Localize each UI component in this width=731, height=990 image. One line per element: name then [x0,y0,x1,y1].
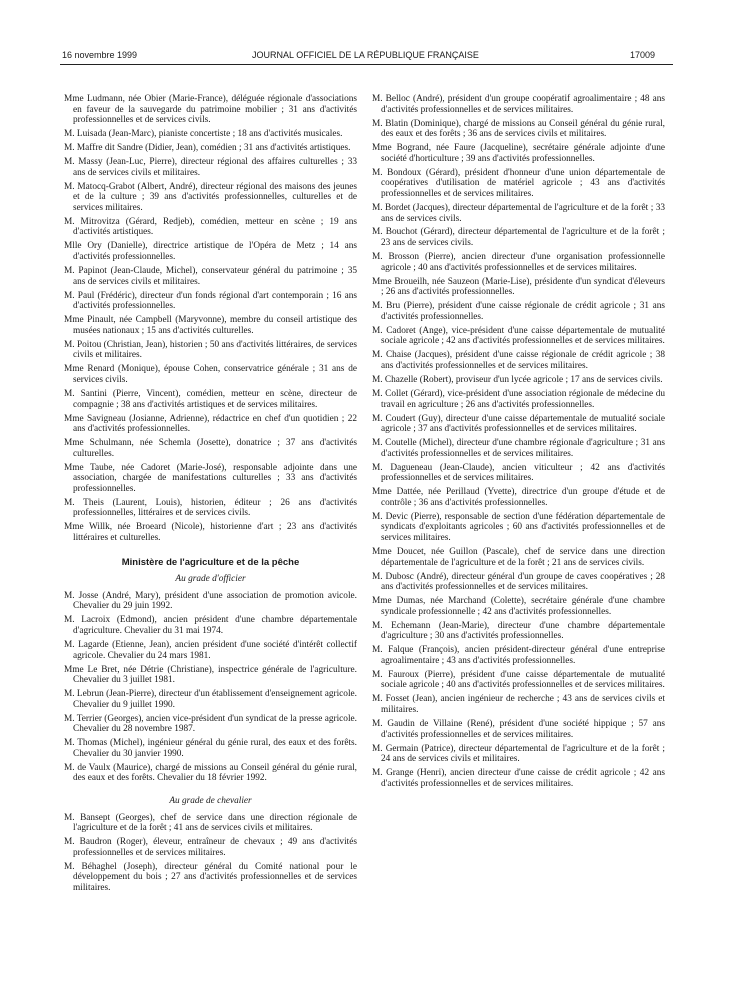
list-item: M. Santini (Pierre, Vincent), comédien, metteur en scène, directeur de compagnie ; 38 ans d'activités artistiques et de services militaires. [64,388,357,410]
list-item: M. Falque (François), ancien président-directeur général d'une entreprise agroalimentaire ; 43 ans d'activités professionnelles. [372,645,665,666]
list-item: Mme Willk, née Broeard (Nicole), historienne d'art ; 23 ans d'activités littéraires et culturelles. [64,522,357,544]
header-date: 16 novembre 1999 [62,50,138,60]
officier-entries [64,591,357,784]
list-item: M. Lebrun (Jean-Pierre), directeur d'un établissement d'enseignement agricole. Chevalier du 9 juillet 1990. [64,689,357,710]
list-item: M. Papinot (Jean-Claude, Michel), conservateur général du patrimoine ; 35 ans de services civils et militaires. [64,266,357,287]
list-item: Mme Savigneau (Josianne, Adrienne), rédactrice en chef d'un quotidien ; 22 ans d'activités professionnelles. [64,413,357,435]
list-item: M. Theis (Laurent, Louis), historien, éditeur ; 26 ans d'activités professionnelles, littéraires et de services civils. [64,497,357,519]
list-item: Mme Schulmann, née Schemla (Josette), donatrice ; 37 ans d'activités culturelles. [64,438,357,459]
list-item: M. Belloc (André), président d'un groupe coopératif agroalimentaire ; 48 ans d'activités professionnelles et de services militaires. [372,94,665,115]
list-item: M. Terrier (Georges), ancien vice-président d'un syndicat de la presse agricole. Chevalier du 28 novembre 1987. [64,713,357,735]
list-item: M. Fosset (Jean), ancien ingénieur de recherche ; 43 ans de services civils et militaires. [372,694,665,716]
list-item: M. Echemann (Jean-Marie), directeur d'une chambre départementale d'agriculture ; 30 ans d'activités professionnelles. [372,620,665,642]
list-item: Mme Doucet, née Guillon (Pascale), chef de service dans une direction départementale de l'agriculture et de la forêt ; 21 ans de services civils. [372,547,665,568]
list-item: M. Fauroux (Pierre), président d'une caisse départementale de mutualité sociale agricole ; 40 ans d'activités professionnelles et de services militaires. [372,669,665,691]
list-item: M. Brosson (Pierre), ancien directeur d'une organisation professionnelle agricole ; 40 ans d'activités professionnelles et de services militaires. [372,252,665,273]
list-item: M. Mitrovitza (Gérard, Redjeb), comédien, metteur en scène ; 19 ans d'activités artistiques. [64,216,357,238]
list-item: Mme Broueilh, née Sauzeon (Marie-Lise), présidente d'un syndicat d'éleveurs ; 26 ans d'activités professionnelles. [372,276,665,298]
list-item: M. Béhaghel (Joseph), directeur général du Comité national pour le développement du bois ; 27 ans d'activités professionnelles et de services militaires. [64,861,357,893]
list-item: M. Massy (Jean-Luc, Pierre), directeur régional des affaires culturelles ; 33 ans de services civils et militaires. [64,157,357,178]
left-column [64,94,357,897]
list-item: Mme Pinault, née Campbell (Maryvonne), membre du conseil artistique des musées nationaux ; 15 ans d'activités culturelles. [64,315,357,336]
list-item: M. Bouchot (Gérard), directeur départemental de l'agriculture et de la forêt ; 23 ans de services civils. [372,227,665,249]
list-item: M. Matocq-Grabot (Albert, André), directeur régional des maisons des jeunes et de la culture ; 39 ans d'activités professionnelles, culturelles et de services militaires. [64,181,357,213]
list-item: Mme Taube, née Cadoret (Marie-José), responsable adjointe dans une association, chargée de manifestations culturelles ; 33 ans d'activités professionnelles. [64,462,357,494]
list-item: Mlle Ory (Danielle), directrice artistique de l'Opéra de Metz ; 14 ans d'activités professionnelles. [64,241,357,263]
left-entries [64,94,357,544]
list-item: M. Gaudin de Villaine (René), président d'une société hippique ; 57 ans d'activités professionnelles et de services militaires. [372,719,665,740]
list-item: M. Thomas (Michel), ingénieur général du génie rural, des eaux et des forêts. Chevalier du 30 janvier 1990. [64,738,357,759]
right-entries [372,94,665,789]
list-item: M. Blatin (Dominique), chargé de missions au Conseil général du génie rural, des eaux et des forêts ; 36 ans de services civils et militaires. [372,118,665,140]
list-item: M. Bru (Pierre), président d'une caisse régionale de crédit agricole ; 31 ans d'activités professionnelles. [372,301,665,322]
list-item: M. de Vaulx (Maurice), chargé de missions au Conseil général du génie rural, des eaux et des forêts. Chevalier du 18 février 1992. [64,762,357,784]
section-title: Ministère de l'agriculture et de la pêche [121,556,300,568]
list-item: M. Baudron (Roger), éleveur, entraîneur de chevaux ; 49 ans d'activités professionnelles et de services militaires. [64,837,357,858]
list-item: M. Bondoux (Gérard), président d'honneur d'une union départementale de coopératives d'utilisation de matériel agricole ; 43 ans d'activités professionnelles et de services militaires. [372,167,665,199]
header-page-number: 17009 [629,50,655,60]
list-item: M. Coudert (Guy), directeur d'une caisse départementale de mutualité sociale agricole ; 37 ans d'activités professionnelles et de services militaires. [372,413,665,435]
list-item: M. Lagarde (Etienne, Jean), ancien président d'une société d'intérêt collectif agricole. Chevalier du 24 mars 1981. [64,639,357,661]
grade-chevalier-heading: Au grade de chevalier [169,796,252,807]
page-header [0,50,731,64]
list-item: Mme Le Bret, née Détrie (Christiane), inspectrice générale de l'agriculture. Chevalier du 3 juillet 1981. [64,664,357,686]
list-item: Mme Renard (Monique), épouse Cohen, conservatrice générale ; 31 ans de services civils. [64,364,357,385]
list-item: M. Coutelle (Michel), directeur d'une chambre régionale d'agriculture ; 31 ans d'activités professionnelles et de services militaires. [372,438,665,459]
list-item: M. Dubosc (André), directeur général d'un groupe de caves coopératives ; 28 ans d'activités professionnelles et de services militaires. [372,571,665,593]
list-item: M. Collet (Gérard), vice-président d'une association régionale de médecine du travail en agriculture ; 26 ans d'activités professionnelles. [372,388,665,410]
list-item: M. Luisada (Jean-Marc), pianiste concertiste ; 18 ans d'activités musicales. [64,129,343,140]
list-item: M. Poitou (Christian, Jean), historien ; 50 ans d'activités littéraires, de services civils et militaires. [64,339,357,361]
list-item: Mme Dattée, née Perillaud (Yvette), directrice d'un groupe d'étude et de contrôle ; 36 ans d'activités professionnelles. [372,487,665,508]
list-item: M. Maffre dit Sandre (Didier, Jean), comédien ; 31 ans d'activités artistiques. [64,143,351,154]
grade-officier-heading: Au grade d'officier [175,574,246,585]
list-item: M. Paul (Frédéric), directeur d'un fonds régional d'art contemporain ; 16 ans d'activités professionnelles. [64,290,357,312]
list-item: M. Bansept (Georges), chef de service dans une direction régionale de l'agriculture et de la forêt ; 41 ans de services civils et militaires. [64,812,357,834]
list-item: M. Germain (Patrice), directeur départemental de l'agriculture et de la forêt ; 24 ans de services civils et militaires. [372,743,665,765]
header-title: JOURNAL OFFICIEL DE LA RÉPUBLIQUE FRANÇAISE [252,50,479,60]
list-item: M. Chaise (Jacques), président d'une caisse régionale de crédit agricole ; 38 ans d'activités professionnelles et de services militaires. [372,350,665,371]
list-item: M. Devic (Pierre), responsable de section d'une fédération départementale de syndicats d'exploitants agricoles ; 60 ans d'activités professionnelles et de services militaires. [372,511,665,544]
list-item: M. Josse (André, Mary), président d'une association de promotion avicole. Chevalier du 29 juin 1992. [64,590,357,612]
list-item: Mme Ludmann, née Obier (Marie-France), déléguée régionale d'associations en faveur de la sauvegarde du patrimoine mobilier ; 31 ans d'activités professionnelles et de services civils. [64,94,357,126]
list-item: M. Grange (Henri), ancien directeur d'une caisse de crédit agricole ; 42 ans d'activités professionnelles et de services militaires. [372,768,665,789]
header-rule [60,64,673,65]
list-item: Mme Bogrand, née Faure (Jacqueline), secrétaire générale adjointe d'une société d'horticulture ; 39 ans d'activités professionnelles. [372,143,665,164]
chevalier-entries [64,813,357,894]
list-item: M. Bordet (Jacques), directeur départemental de l'agriculture et de la forêt ; 33 ans de services civils. [372,202,665,224]
list-item: Mme Dumas, née Marchand (Colette), secrétaire générale d'une chambre syndicale professionnelle ; 42 ans d'activités professionnelles. [372,596,665,617]
list-item: M. Cadoret (Ange), vice-président d'une caisse départementale de mutualité sociale agricole ; 42 ans d'activités professionnelles et de services militaires. [372,325,665,347]
list-item: M. Lacroix (Edmond), ancien président d'une chambre départementale d'agriculture. Chevalier du 31 mai 1974. [64,615,357,636]
right-column [372,94,665,793]
list-item: M. Chazelle (Robert), proviseur d'un lycée agricole ; 17 ans de services civils. [372,374,663,385]
list-item: M. Dagueneau (Jean-Claude), ancien viticulteur ; 42 ans d'activités professionnelles et de services militaires. [372,462,665,484]
